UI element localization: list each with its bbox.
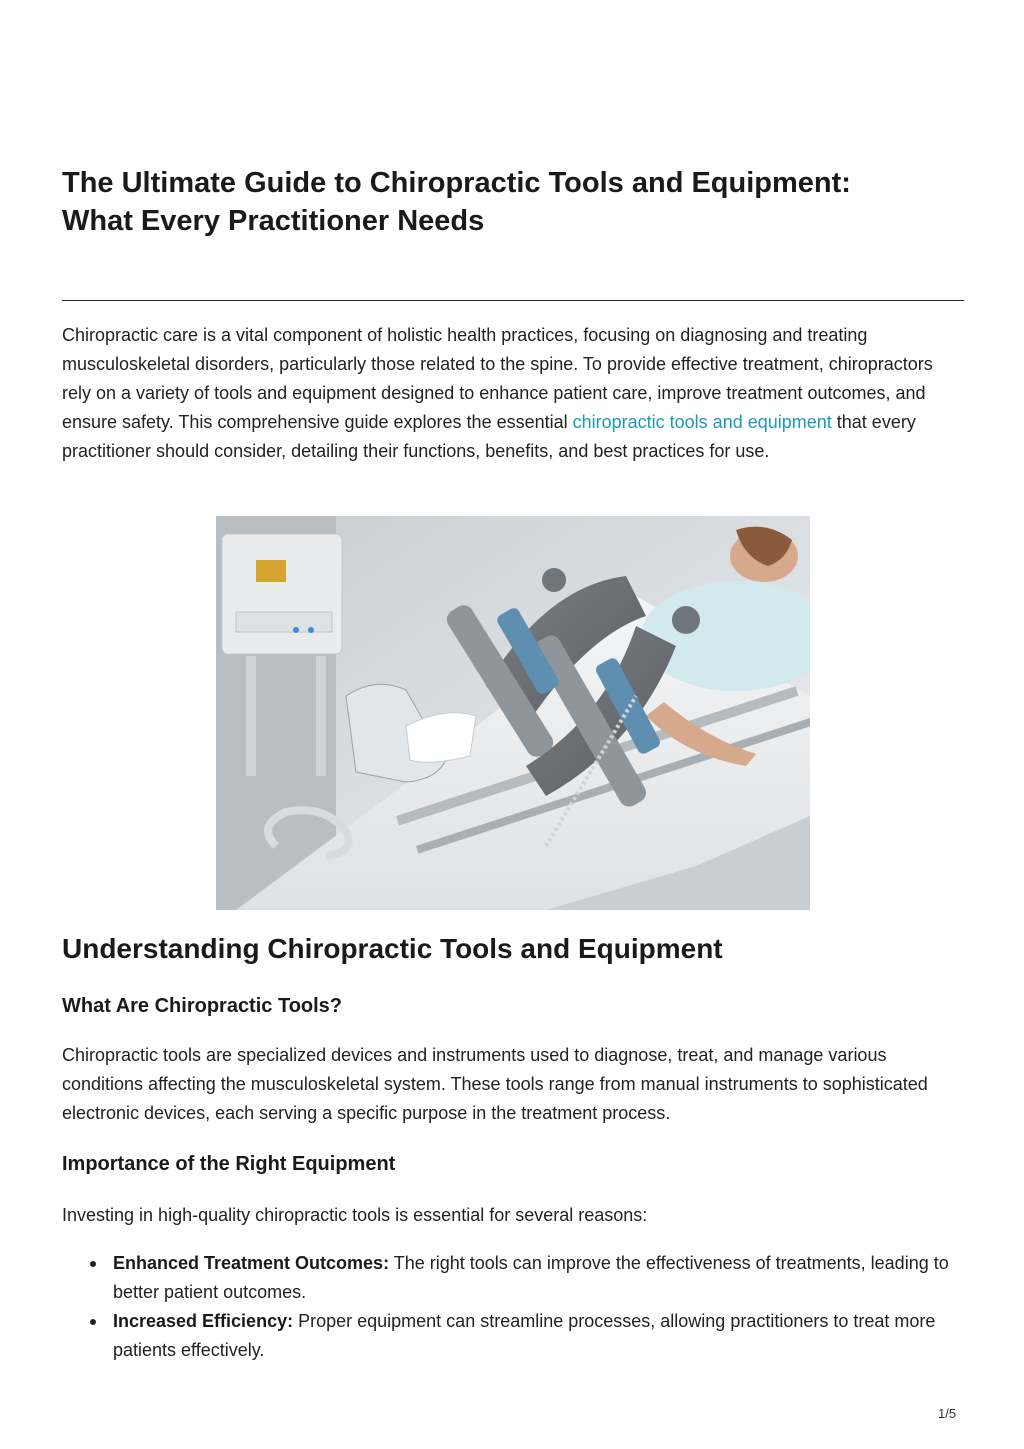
list-item [62, 1307, 964, 1365]
subsection-heading-what-are-tools: What Are Chiropractic Tools? [62, 995, 343, 1017]
title-line-1: The Ultimate Guide to Chiropractic Tools and Equipment: [62, 167, 851, 199]
list-item-text: Proper equipment can streamline processes, allowing practitioners to treat more patients effectively. [113, 1311, 936, 1360]
list-item-label: Enhanced Treatment Outcomes: [113, 1253, 390, 1273]
chiropractic-tools-link[interactable]: chiropractic tools and equipment [572, 412, 832, 432]
title-divider [62, 300, 964, 301]
intro-text-before-link: Chiropractic care is a vital component of holistic health practices, focusing on diagnosing and treating musculoskeletal disorders, particularly those related to the spine. To provide effective treatment, chiropractors rely on a variety of tools and equipment designed to enhance patient care, improve treatment outcomes, and ensure safety. This comprehensive guide explores the essential [62, 325, 933, 432]
bullet-dot-icon [90, 1319, 96, 1325]
page-title [62, 164, 964, 240]
list-item-text: The right tools can improve the effectiveness of treatments, leading to better patient outcomes. [113, 1253, 949, 1302]
intro-paragraph [62, 321, 964, 466]
bullet-dot-icon [90, 1261, 96, 1267]
page-number: 1/5 [938, 1406, 957, 1421]
intro-text-after-link: that every practitioner should consider, detailing their functions, benefits, and best practices for use. [62, 412, 916, 461]
list-item [62, 1249, 964, 1307]
section-heading: Understanding Chiropractic Tools and Equipment [62, 933, 723, 964]
reasons-list [62, 1249, 964, 1365]
therapy-device-photo [216, 516, 810, 910]
list-item-label: Increased Efficiency: [113, 1311, 294, 1331]
importance-paragraph: Investing in high-quality chiropractic tools is essential for several reasons: [62, 1205, 648, 1225]
subsection-heading-importance: Importance of the Right Equipment [62, 1153, 396, 1175]
title-line-2: What Every Practitioner Needs [62, 205, 485, 237]
what-are-tools-paragraph: Chiropractic tools are specialized devices and instruments used to diagnose, treat, and manage various conditions affecting the musculoskeletal system. These tools range from manual instruments to sophisticated electronic devices, each serving a specific purpose in the treatment process. [62, 1045, 928, 1123]
